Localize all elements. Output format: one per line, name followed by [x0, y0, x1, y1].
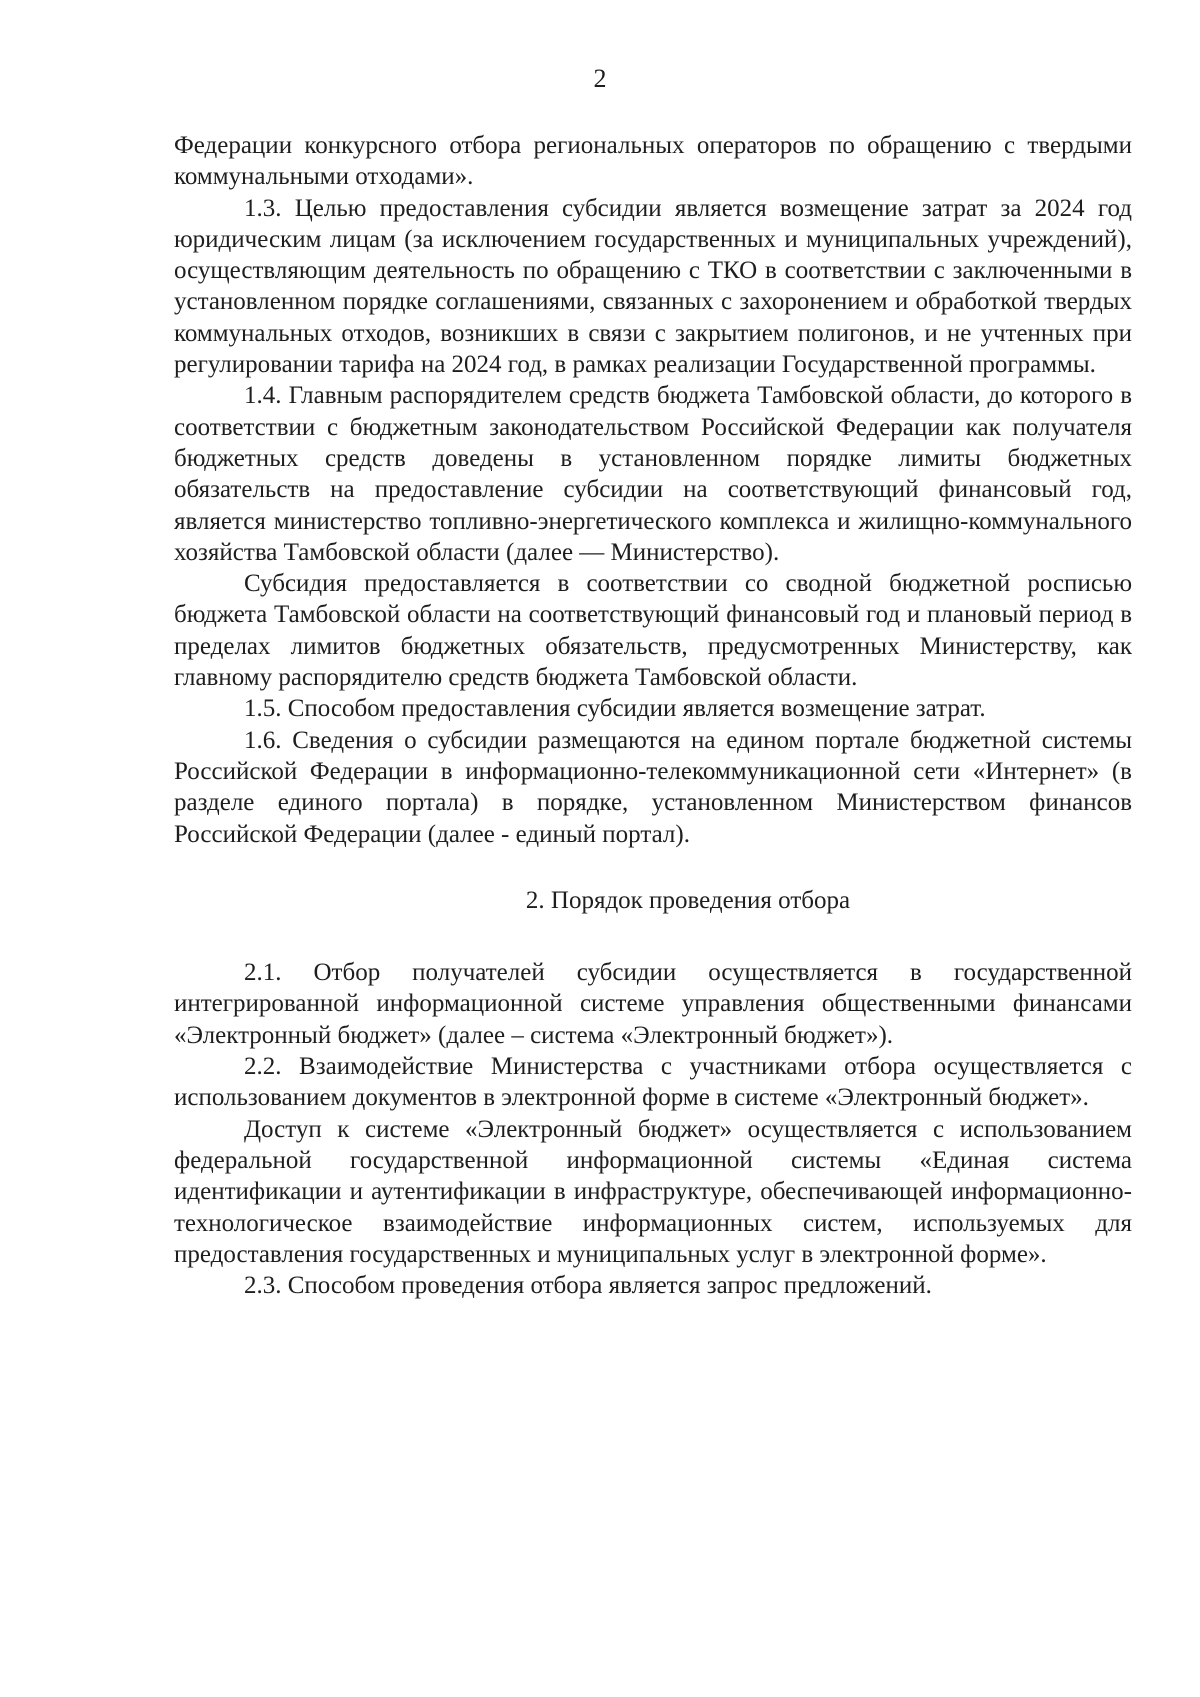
document-body: [174, 130, 1132, 1301]
paragraph-1-5: 1.5. Способом предоставления субсидии является возмещение затрат.: [244, 695, 986, 723]
paragraph-2-3: 2.3. Способом проведения отбора является запрос предложений.: [244, 1272, 932, 1300]
paragraph-1-3: 1.3. Целью предоставления субсидии является возмещение затрат за 2024 год юридическим лицам (за исключением государственных и муниципальных учреждений), осуществляющим деятельность по обращению с ТКО в соответствии с заключенными в установленном порядке соглашениями, связанных с захоронением и обработкой твердых коммунальных отходов, возникших в связи с закрытием полигонов, и не учтенных при регулировании тарифа на 2024 год, в рамках реализации Государственной программы.: [174, 194, 1132, 379]
paragraph-2-2: 2.2. Взаимодействие Министерства с участниками отбора осуществляется с использованием документов в электронной форме в системе «Электронный бюджет».: [174, 1053, 1132, 1112]
section-heading: 2. Порядок проведения отбора: [525, 886, 851, 914]
paragraph-1-6: 1.6. Сведения о субсидии размещаются на едином портале бюджетной системы Российской Федерации в информационно-телекоммуникационной сети «Интернет» (в разделе единого портала) в порядке, установленном Министерством финансов Российской Федерации (далее - единый портал).: [174, 726, 1132, 848]
paragraph-1-4: 1.4. Главным распорядителем средств бюджета Тамбовской области, до которого в соответствии с бюджетным законодательством Российской Федерации как получателя бюджетных средств доведены в установленном порядке лимиты бюджетных обязательств на предоставление субсидии на соответствующий финансовый год, является министерство топливно-энергетического комплекса и жилищно-коммунального хозяйства Тамбовской области (далее — Министерство).: [174, 382, 1132, 566]
paragraph-continuation: Федерации конкурсного отбора региональных операторов по обращению с твердыми коммунальными отходами».: [174, 132, 1132, 191]
paragraph-1-4-subsidy: Субсидия предоставляется в соответствии со сводной бюджетной росписью бюджета Тамбовской области на соответствующий финансовый год и плановый период в пределах лимитов бюджетных обязательств, предусмотренных Министерству, как главному распорядителю средств бюджета Тамбовской области.: [174, 570, 1132, 692]
page-number: 2: [593, 64, 607, 93]
paragraph-2-2-access: Доступ к системе «Электронный бюджет» осуществляется с использованием федеральной государственной информационной системы «Единая система идентификации и аутентификации в инфраструктуре, обеспечивающей информационно-технологическое взаимодействие информационных систем, используемых для предоставления государственных и муниципальных услуг в электронной форме».: [174, 1115, 1132, 1268]
paragraph-2-1: 2.1. Отбор получателей субсидии осуществляется в государственной интегрированной информационной системе управления общественными финансами «Электронный бюджет» (далее – система «Электронный бюджет»).: [174, 959, 1132, 1049]
